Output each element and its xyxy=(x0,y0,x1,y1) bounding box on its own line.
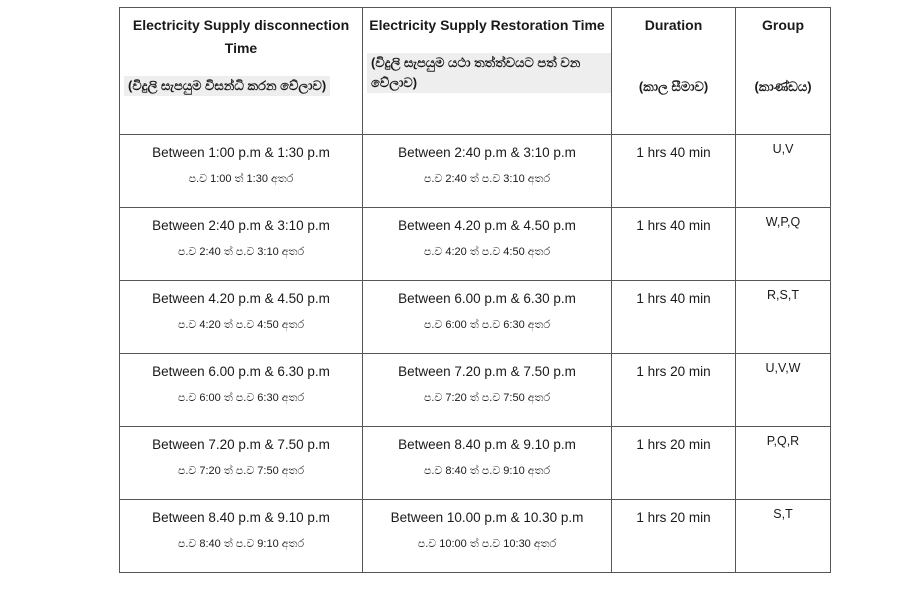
disconnection-time-cell xyxy=(120,500,363,573)
table-row xyxy=(120,135,831,208)
disconnection-time-en: Between 2:40 p.m & 3:10 p.m xyxy=(152,218,330,233)
header-label-si: (කාණ්ඩය) xyxy=(754,79,812,94)
duration-value: 1 hrs 20 min xyxy=(636,510,711,525)
table-row xyxy=(120,208,831,281)
disconnection-time-si: ප.ව 2:40 ත් ප.ව 3:10 අතර xyxy=(177,246,305,258)
restoration-time-cell xyxy=(363,208,612,281)
group-cell xyxy=(736,281,831,354)
header-duration xyxy=(612,8,736,135)
disconnection-time-si: ප.ව 6:00 ත් ප.ව 6:30 අතර xyxy=(177,392,305,404)
disconnection-time-cell xyxy=(120,135,363,208)
header-label-en: Electricity Supply Restoration Time xyxy=(369,17,605,33)
duration-cell xyxy=(612,135,736,208)
group-value: U,V xyxy=(772,142,794,156)
group-value: R,S,T xyxy=(767,288,799,302)
restoration-time-en: Between 8.40 p.m & 9.10 p.m xyxy=(398,437,576,452)
disconnection-time-en: Between 4.20 p.m & 4.50 p.m xyxy=(152,291,330,306)
duration-value: 1 hrs 20 min xyxy=(636,364,711,379)
duration-cell xyxy=(612,281,736,354)
duration-value: 1 hrs 40 min xyxy=(636,145,711,160)
restoration-time-si: ප.ව 6:00 ත් ප.ව 6:30 අතර xyxy=(423,319,551,331)
disconnection-time-si: ප.ව 7:20 ත් ප.ව 7:50 අතර xyxy=(177,465,305,477)
table-row xyxy=(120,500,831,573)
duration-cell xyxy=(612,208,736,281)
header-label-si: (කාල සීමාව) xyxy=(638,79,709,94)
restoration-time-cell xyxy=(363,500,612,573)
disconnection-time-si: ප.ව 8:40 ත් ප.ව 9:10 අතර xyxy=(177,538,305,550)
header-label-si: (විදුලි සැපයුම යථා තත්ත්වයට පත් වන වේලාව) xyxy=(367,53,611,93)
disconnection-time-cell xyxy=(120,208,363,281)
restoration-time-en: Between 2:40 p.m & 3:10 p.m xyxy=(398,145,576,160)
group-cell xyxy=(736,354,831,427)
disconnection-time-en: Between 7.20 p.m & 7.50 p.m xyxy=(152,437,330,452)
duration-cell xyxy=(612,500,736,573)
header-label-en: Electricity Supply disconnection Time xyxy=(132,17,350,56)
duration-value: 1 hrs 40 min xyxy=(636,218,711,233)
schedule-rows xyxy=(120,135,831,573)
restoration-time-si: ප.ව 7:20 ත් ප.ව 7:50 අතර xyxy=(423,392,551,404)
group-value: P,Q,R xyxy=(766,434,800,448)
disconnection-time-en: Between 6.00 p.m & 6.30 p.m xyxy=(152,364,330,379)
header-label-si: (විදුලි සැපයුම විසන්ධි කරන වේලාව) xyxy=(124,76,330,96)
group-value: W,P,Q xyxy=(765,215,801,229)
restoration-time-cell xyxy=(363,135,612,208)
duration-value: 1 hrs 20 min xyxy=(636,437,711,452)
header-disconnection-time xyxy=(120,8,363,135)
header-label-en: Duration xyxy=(644,17,703,33)
duration-value: 1 hrs 40 min xyxy=(636,291,711,306)
group-cell xyxy=(736,427,831,500)
disconnection-time-cell xyxy=(120,427,363,500)
disconnection-time-si: ප.ව 4:20 ත් ප.ව 4:50 අතර xyxy=(177,319,305,331)
restoration-time-cell xyxy=(363,354,612,427)
restoration-time-si: ප.ව 4:20 ත් ප.ව 4:50 අතර xyxy=(423,246,551,258)
restoration-time-si: ප.ව 2:40 ත් ප.ව 3:10 අතර xyxy=(423,173,551,185)
restoration-time-en: Between 4.20 p.m & 4.50 p.m xyxy=(398,218,576,233)
disconnection-time-cell xyxy=(120,281,363,354)
restoration-time-en: Between 7.20 p.m & 7.50 p.m xyxy=(398,364,576,379)
table-row xyxy=(120,354,831,427)
group-cell xyxy=(736,135,831,208)
header-label-en: Group xyxy=(762,17,804,33)
restoration-time-si: ප.ව 8:40 ත් ප.ව 9:10 අතර xyxy=(423,465,551,477)
restoration-time-cell xyxy=(363,427,612,500)
restoration-time-cell xyxy=(363,281,612,354)
table-row xyxy=(120,281,831,354)
disconnection-time-cell xyxy=(120,354,363,427)
group-cell xyxy=(736,500,831,573)
restoration-time-en: Between 6.00 p.m & 6.30 p.m xyxy=(398,291,576,306)
restoration-time-en: Between 10.00 p.m & 10.30 p.m xyxy=(390,510,584,525)
disconnection-time-en: Between 8.40 p.m & 9.10 p.m xyxy=(152,510,330,525)
duration-cell xyxy=(612,427,736,500)
restoration-time-si: ප.ව 10:00 ත් ප.ව 10:30 අතර xyxy=(417,538,557,550)
group-value: U,V,W xyxy=(765,361,801,375)
header-restoration-time xyxy=(363,8,612,135)
group-value: S,T xyxy=(773,507,793,521)
header-row xyxy=(120,8,831,135)
power-cut-schedule-table xyxy=(119,7,831,573)
header-group xyxy=(736,8,831,135)
disconnection-time-en: Between 1:00 p.m & 1:30 p.m xyxy=(152,145,330,160)
duration-cell xyxy=(612,354,736,427)
group-cell xyxy=(736,208,831,281)
disconnection-time-si: ප.ව 1:00 ත් 1:30 අතර xyxy=(188,173,294,185)
table-row xyxy=(120,427,831,500)
